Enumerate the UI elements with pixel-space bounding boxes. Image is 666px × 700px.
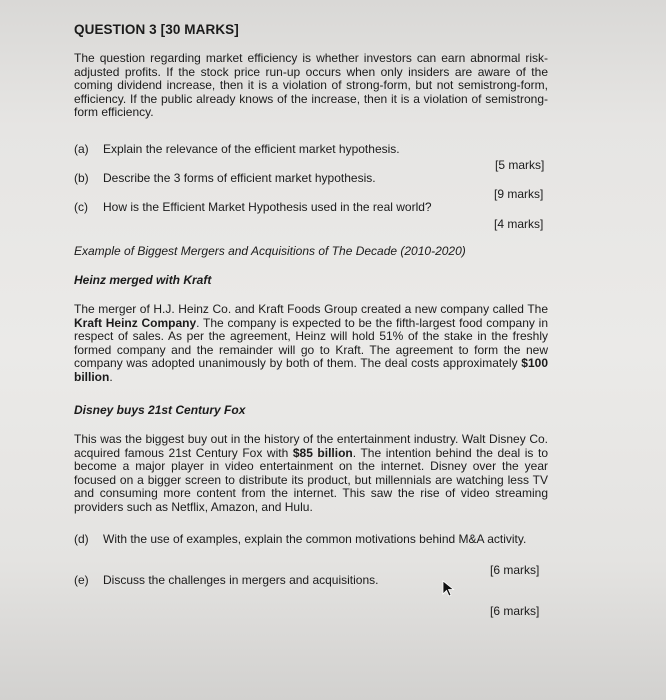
question-e-marks: [6 marks] [490,604,540,618]
question-e-text: Discuss the challenges in mergers and acquisitions. [103,573,379,587]
case2-heading: Disney buys 21st Century Fox [74,403,246,417]
question-a-number: (a) [74,142,89,156]
question-b-text: Describe the 3 forms of efficient market hypothesis. [103,171,376,185]
case1-paragraph [74,303,548,385]
case1-text-3: . [109,369,113,384]
case1-company-name: Kraft Heinz Company [74,315,197,330]
case1-text-2: . The company is expected to be the fifth-largest food company in respect of sales. As per the agreement, Heinz will hold 51% of the stake in the freshly formed company and the remainder will go to Kraft. The agreement to form the new company was adopted unanimously by both of them. The deal costs approximately [74,315,548,371]
case2-text-2: . The intention behind the deal is to become a major player in video entertainment on the internet. Disney over the year focused on a bigger screen to distribute its product, but millennials are watching less TV and consuming more content from the internet. This saw the rise of video streaming providers such as Netflix, Amazon, and Hulu. [74,445,548,514]
question-c-marks: [4 marks] [494,217,544,231]
case1-heading: Heinz merged with Kraft [74,273,212,287]
question-d-number: (d) [74,532,89,546]
case2-deal-value: $85 billion [292,445,353,460]
question-e-number: (e) [74,573,89,587]
question-d-marks: [6 marks] [490,563,540,577]
question-c-number: (c) [74,200,88,214]
case2-text-1: This was the biggest buy out in the history of the entertainment industry. Walt Disney Co. acquired famous 21st Century Fox with [74,432,548,460]
question-a-marks: [5 marks] [495,158,545,172]
case2-paragraph [74,433,548,515]
example-heading: Example of Biggest Mergers and Acquisitions of The Decade (2010-2020) [74,244,466,258]
question-d-text: With the use of examples, explain the common motivations behind M&A activity. [103,532,527,546]
mouse-pointer-icon [442,580,456,598]
case1-deal-value: $100 billion [74,356,548,384]
intro-paragraph: The question regarding market efficiency is whether investors can earn abnormal risk-adjusted profits. If the stock price run-up occurs when only insiders are aware of the coming dividend increase, then it is a violation of strong-form, but not semistrong-form, efficiency. If the public already knows of the increase, then it is a violation of semistrong-form efficiency. [74,51,548,120]
question-c-text: How is the Efficient Market Hypothesis used in the real world? [103,200,432,214]
question-b-marks: [9 marks] [494,187,544,201]
question-b-number: (b) [74,171,89,185]
question-a-text: Explain the relevance of the efficient market hypothesis. [103,142,400,156]
case1-text-1: The merger of H.J. Heinz Co. and Kraft Foods Group created a new company called The [74,302,548,316]
question-title: QUESTION 3 [30 MARKS] [74,22,239,37]
